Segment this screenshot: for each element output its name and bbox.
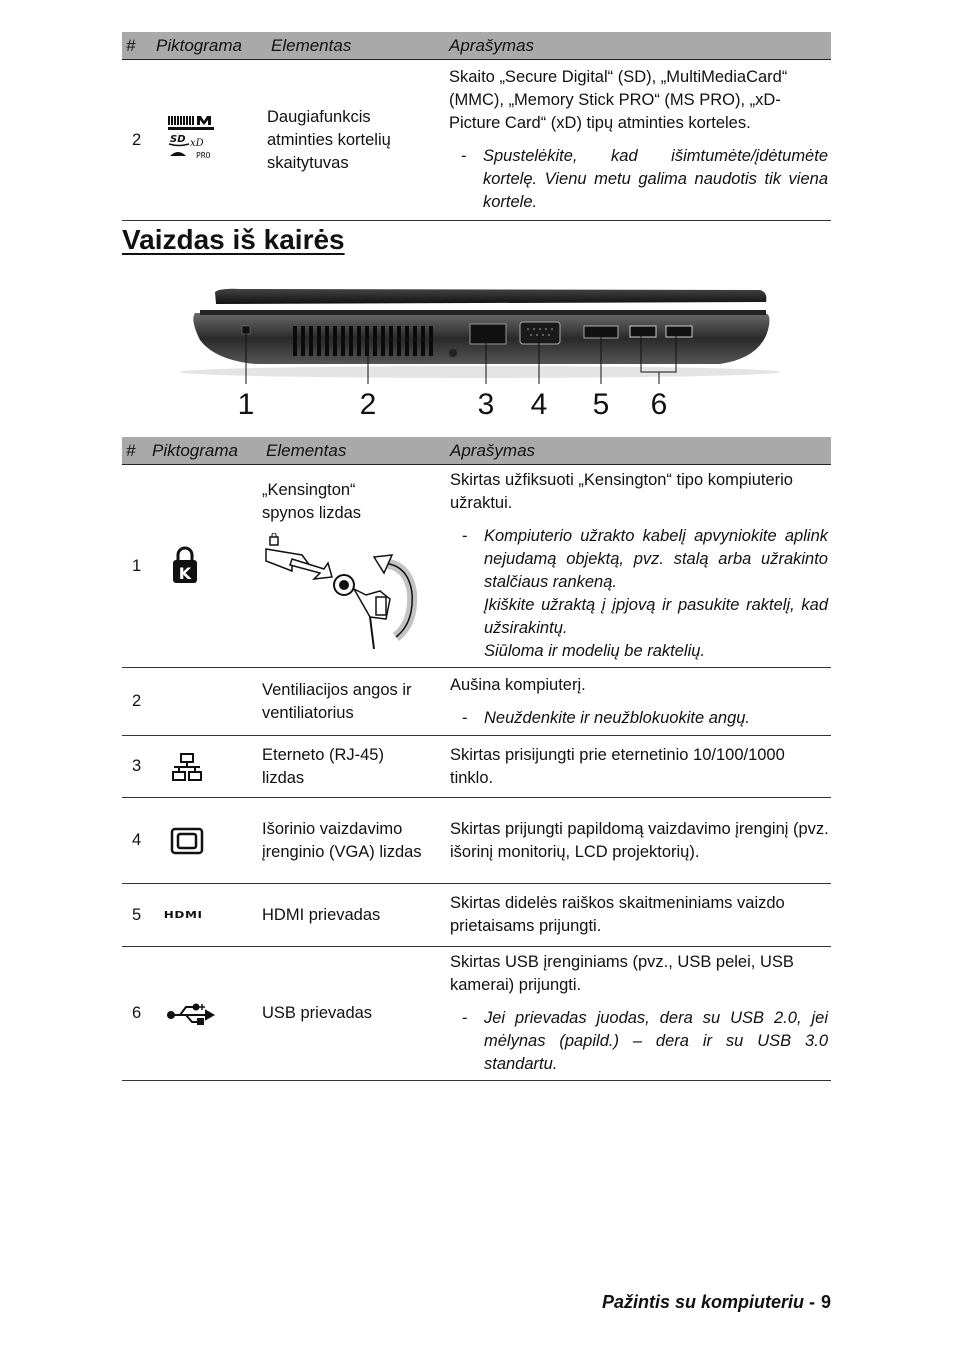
usb-icon <box>148 1002 262 1026</box>
vga-icon <box>148 827 262 855</box>
note: - Spustelėkite, kad išimtumėte/įdėtumėte kortelę. Vienu metu galima naudotis tik viena kortele. <box>449 145 831 214</box>
description-text: Skirtas prisijungti prie eternetinio 10/100/1000 tinklo. <box>446 736 831 798</box>
table-row <box>122 668 831 736</box>
table-row <box>122 60 831 221</box>
row-number: 5 <box>122 884 148 947</box>
header-icon: Piktograma <box>148 437 262 465</box>
table-row <box>122 947 831 1081</box>
note-text: Neuždenkite ir neužblokuokite angų. <box>484 708 751 727</box>
element-name: Išorinio vaizdavimo įrenginio (VGA) lizdas <box>262 798 446 884</box>
note: - Jei prievadas juodas, dera su USB 2.0, jei mėlynas (papild.) – dera ir su USB 3.0 standartu. <box>450 1007 831 1076</box>
note-text: Įkiškite užraktą į įpjovą ir pasukite raktelį, kad užsirakintų. <box>484 596 828 637</box>
ms-pro-logo-text: PRO <box>196 151 211 160</box>
icon-cell <box>148 884 262 947</box>
icon-cell <box>148 798 262 884</box>
table-row <box>122 465 831 668</box>
icon-cell <box>148 947 262 1081</box>
footer-label: Pažintis su kompiuteriu - <box>601 1292 815 1312</box>
kensington-lock-illustration <box>262 533 422 651</box>
kensington-lock-icon <box>148 546 262 586</box>
description-text: Skirtas USB įrenginiams (pvz., USB pelei, USB kamerai) prijungti. <box>450 953 794 994</box>
callout-3: 3 <box>477 388 495 420</box>
ethernet-icon <box>148 752 262 782</box>
description-cell <box>446 465 831 668</box>
sd-logo-text: SD <box>170 134 186 145</box>
description-text: Skirtas užfiksuoti „Kensington“ tipo kompiuterio užraktui. <box>450 471 793 512</box>
section-title: Vaizdas iš kairės <box>122 224 345 255</box>
row-number: 4 <box>122 798 148 884</box>
table-header-row <box>122 437 831 465</box>
callout-2: 2 <box>359 388 377 420</box>
description-cell <box>443 60 831 221</box>
element-name: Ventiliacijos angos ir ventiliatorius <box>262 668 446 736</box>
callout-4: 4 <box>530 388 548 420</box>
element-name: USB prievadas <box>262 947 446 1081</box>
callout-1: 1 <box>237 388 255 420</box>
description-cell <box>446 668 831 736</box>
element-name: Eterneto (RJ-45) lizdas <box>262 736 446 798</box>
row-number: 6 <box>122 947 148 1081</box>
note-text: Jei prievadas juodas, dera su USB 2.0, jei mėlynas (papild.) – dera ir su USB 3.0 standartu. <box>484 1009 828 1073</box>
left-view-table <box>122 437 831 1081</box>
note: - Neuždenkite ir neužblokuokite angų. <box>450 707 831 730</box>
icon-cell <box>148 668 262 736</box>
note: - Kompiuterio užrakto kabelį apvyniokite aplink nejudamą objektą, pvz. stalą arba užrakinto stalčiaus rankeną. Įkiškite užraktą į įpjovą ir pasukite raktelį, kad užsirakintų. Siūloma ir modelių be raktelių. <box>450 525 831 663</box>
card-reader-table <box>122 32 831 221</box>
note-text: Kompiuterio užrakto kabelį apvyniokite aplink nejudamą objektą, pvz. stalą arba užrakinto stalčiaus rankeną. <box>484 527 828 591</box>
header-num: # <box>122 437 148 465</box>
kensington-icon-letter: K <box>178 564 192 583</box>
hdmi-icon <box>148 904 262 927</box>
row-number: 2 <box>122 668 148 736</box>
icon-cell <box>148 465 262 668</box>
row-number: 1 <box>122 465 148 668</box>
note-text: Spustelėkite, kad išimtumėte/įdėtumėte kortelę. Vienu metu galima naudotis tik viena kortele. <box>483 147 828 211</box>
description-text: Skirtas prijungti papildomą vaizdavimo įrenginį (pvz. išorinį monitorių, LCD projektorių). <box>446 798 831 884</box>
table-header-row <box>122 32 831 60</box>
element-name: „Kensington“ spynos lizdas <box>262 481 362 522</box>
card-reader-icon <box>152 112 267 168</box>
laptop-left-side-figure <box>160 280 800 420</box>
callout-5: 5 <box>592 388 610 420</box>
description-text: Skirtas didelės raiškos skaitmeniniams vaizdo prietaisams prijungti. <box>446 884 831 947</box>
row-number: 2 <box>122 60 152 221</box>
icon-cell <box>152 60 267 221</box>
description-text: Skaito „Secure Digital“ (SD), „MultiMediaCard“ (MMC), „Memory Stick PRO“ (MS PRO), „xD-Picture Card“ (xD) tipų atminties korteles. <box>449 68 788 132</box>
header-element: Elementas <box>267 32 443 60</box>
header-description: Aprašymas <box>443 32 831 60</box>
element-name: Daugiafunkcis atminties kortelių skaitytuvas <box>267 60 443 221</box>
page-number: 9 <box>820 1292 831 1312</box>
xd-logo-text: xD <box>190 138 204 149</box>
table-row <box>122 798 831 884</box>
hdmi-logo-text: HDMI <box>163 909 203 921</box>
page-footer <box>602 1291 831 1314</box>
element-cell <box>262 465 446 668</box>
callout-6: 6 <box>650 388 668 420</box>
icon-cell <box>148 736 262 798</box>
description-cell <box>446 947 831 1081</box>
header-element: Elementas <box>262 437 446 465</box>
description-text: Aušina kompiuterį. <box>450 675 586 694</box>
row-number: 3 <box>122 736 148 798</box>
table-row <box>122 884 831 947</box>
note-text: Siūloma ir modelių be raktelių. <box>484 642 706 660</box>
header-icon: Piktograma <box>152 32 267 60</box>
header-num: # <box>122 32 152 60</box>
header-description: Aprašymas <box>446 437 831 465</box>
table-row <box>122 736 831 798</box>
element-name: HDMI prievadas <box>262 884 446 947</box>
